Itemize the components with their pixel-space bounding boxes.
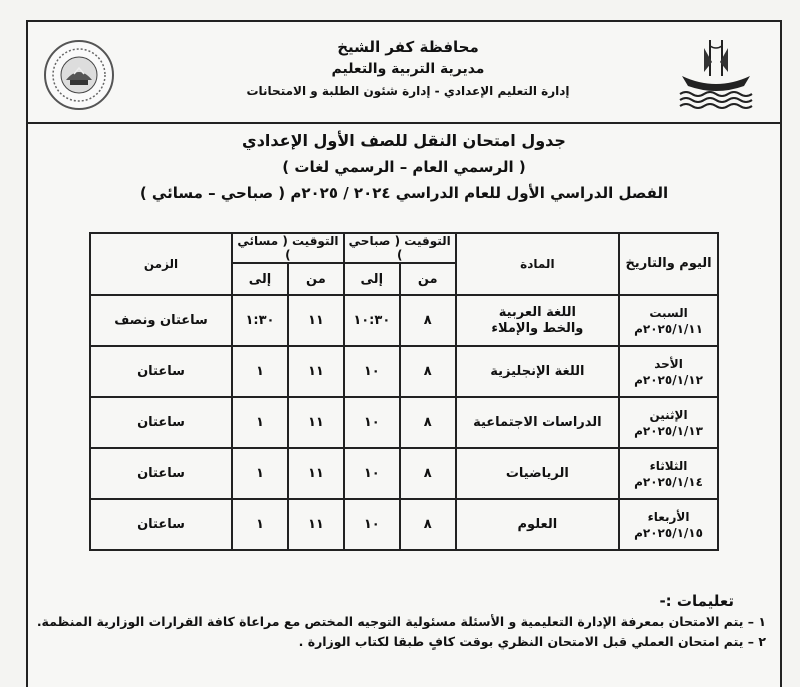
subject-line-1: الدراسات الاجتماعية (473, 414, 602, 430)
day-date-cell (619, 346, 718, 397)
evening-from-cell: ١١ (288, 499, 344, 550)
subject-cell (456, 499, 619, 550)
instruction-item: ١ – يتم الامتحان بمعرفة الإدارة التعليمية و الأسئلة مسئولية التوجيه المختص مع مراعاة كافة القرارات الوزارية المنظمة. (36, 614, 766, 629)
day-date-cell (619, 499, 718, 550)
col-header-evening-to: إلى (232, 263, 288, 295)
exam-date: ٢٠٢٥/١/١١م (634, 321, 703, 336)
morning-from-cell: ٨ (400, 295, 456, 346)
morning-to-cell: ١٠ (344, 448, 400, 499)
duration-cell: ساعتان (90, 499, 232, 550)
governorate-name: محافظة كفر الشيخ (337, 38, 479, 56)
subject-line-1: اللغة الإنجليزية (490, 363, 585, 379)
subject-line-1: الرياضيات (505, 465, 569, 481)
evening-to-cell: ١ (232, 346, 288, 397)
department-names: إدارة التعليم الإعدادي - إدارة شئون الطلبة و الامتحانات (246, 84, 570, 98)
table-row (90, 346, 718, 397)
morning-to-cell: ١٠ (344, 499, 400, 550)
exam-date: ٢٠٢٥/١/١٥م (634, 525, 703, 540)
letterhead (28, 22, 780, 124)
col-header-duration: الزمن (90, 233, 232, 295)
morning-to-cell: ١٠ (344, 397, 400, 448)
education-directorate-logo (44, 40, 114, 110)
morning-to-cell: ١٠ (344, 346, 400, 397)
col-header-evening-from: من (288, 263, 344, 295)
col-header-morning-to: إلى (344, 263, 400, 295)
duration-cell: ساعتان ونصف (90, 295, 232, 346)
day-date-cell (619, 397, 718, 448)
instructions-title: تعليمات :- (659, 592, 734, 610)
subject-line-2: والخط والإملاء (491, 320, 584, 336)
exam-date: ٢٠٢٥/١/١٢م (634, 372, 703, 387)
subject-cell (456, 295, 619, 346)
evening-from-cell: ١١ (288, 448, 344, 499)
morning-to-cell: ١٠:٣٠ (344, 295, 400, 346)
col-header-subject: المادة (456, 233, 619, 295)
exam-date: ٢٠٢٥/١/١٤م (634, 474, 703, 489)
table-row (90, 295, 718, 346)
day-name: الأربعاء (647, 509, 690, 524)
duration-cell: ساعتان (90, 346, 232, 397)
instructions-section (28, 590, 780, 652)
directorate-name: مديرية التربية والتعليم (331, 61, 485, 77)
subject-line-1: العلوم (517, 516, 558, 532)
semester-line: الفصل الدراسي الأول للعام الدراسي ٢٠٢٤ / ٢٠٢٥م ( صباحي – مسائي ) (139, 184, 669, 202)
day-name: الإثنين (649, 407, 688, 422)
duration-cell: ساعتان (90, 397, 232, 448)
col-header-evening: التوقيت ( مسائي ) (232, 233, 344, 263)
exam-date: ٢٠٢٥/١/١٣م (634, 423, 703, 438)
table-row (90, 448, 718, 499)
col-header-day-date: اليوم والتاريخ (619, 233, 718, 295)
evening-to-cell: ١ (232, 448, 288, 499)
day-date-cell (619, 295, 718, 346)
day-date-cell (619, 448, 718, 499)
exam-schedule-table (89, 232, 719, 551)
col-header-morning-from: من (400, 263, 456, 295)
letterhead-text (208, 36, 608, 102)
subject-cell (456, 346, 619, 397)
day-name: الأحد (654, 356, 683, 371)
morning-from-cell: ٨ (400, 448, 456, 499)
evening-to-cell: ١ (232, 499, 288, 550)
subject-cell (456, 397, 619, 448)
morning-from-cell: ٨ (400, 397, 456, 448)
morning-from-cell: ٨ (400, 499, 456, 550)
document-titles (28, 128, 780, 206)
kafr-el-sheikh-governorate-emblem (674, 36, 758, 112)
day-name: السبت (649, 305, 688, 320)
document-sheet (26, 20, 782, 687)
table-row (90, 397, 718, 448)
subject-cell (456, 448, 619, 499)
schedule-subtitle: ( الرسمي العام – الرسمي لغات ) (282, 158, 526, 176)
evening-from-cell: ١١ (288, 295, 344, 346)
schedule-title: جدول امتحان النقل للصف الأول الإعدادي (242, 131, 566, 150)
evening-to-cell: ١:٣٠ (232, 295, 288, 346)
evening-from-cell: ١١ (288, 397, 344, 448)
subject-line-1: اللغة العربية (498, 304, 576, 320)
duration-cell: ساعتان (90, 448, 232, 499)
table-row (90, 499, 718, 550)
morning-from-cell: ٨ (400, 346, 456, 397)
day-name: الثلاثاء (649, 458, 688, 473)
evening-to-cell: ١ (232, 397, 288, 448)
evening-from-cell: ١١ (288, 346, 344, 397)
instruction-item: ٢ – يتم امتحان العملي قبل الامتحان النظري بوقت كافٍ طبقا لكتاب الوزارة . (298, 634, 766, 649)
col-header-morning: التوقيت ( صباحي ) (344, 233, 456, 263)
